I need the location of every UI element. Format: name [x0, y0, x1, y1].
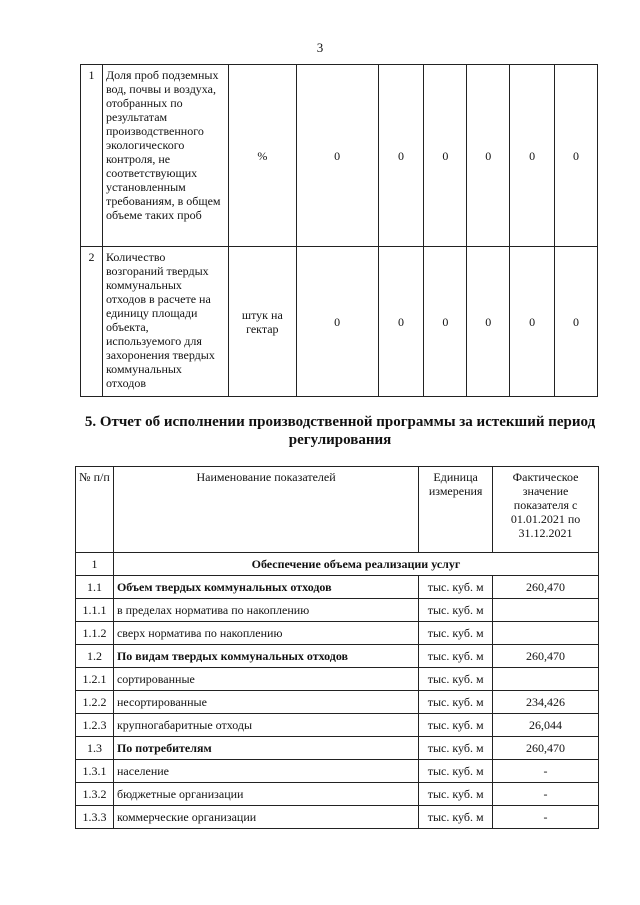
- indicator-name: сортированные: [113, 668, 418, 691]
- table-row: [76, 714, 599, 737]
- row-number: 1: [81, 65, 103, 247]
- unit-cell: тыс. куб. м: [419, 714, 493, 737]
- unit-cell: тыс. куб. м: [419, 668, 493, 691]
- value-cell: 234,426: [493, 691, 599, 714]
- table-row: [76, 806, 599, 829]
- indicators-table: [80, 64, 598, 397]
- value-cell: 0: [555, 247, 598, 397]
- page-number: 3: [316, 40, 324, 55]
- table-row: [76, 737, 599, 760]
- indicator-name: крупногабаритные отходы: [113, 714, 418, 737]
- value-cell: 0: [378, 247, 424, 397]
- unit-cell: тыс. куб. м: [419, 622, 493, 645]
- indicator-name: По потребителям: [113, 737, 418, 760]
- value-cell: 0: [378, 65, 424, 247]
- value-cell: -: [493, 806, 599, 829]
- indicator-name: население: [113, 760, 418, 783]
- row-number: 1.2.1: [76, 668, 114, 691]
- table-row: [76, 576, 599, 599]
- value-cell: 260,470: [493, 576, 599, 599]
- indicator-name: в пределах норматива по накоплению: [113, 599, 418, 622]
- indicator-name: Доля проб подземных вод, почвы и воздуха, отобранных по результатам производственного экологического контроля, не соответствующих установленным требованиям, в общем объеме таких проб: [102, 65, 228, 247]
- indicator-name: Объем твердых коммунальных отходов: [113, 576, 418, 599]
- group-title: Обеспечение объема реализации услуг: [113, 553, 598, 576]
- value-cell: 0: [555, 65, 598, 247]
- unit-cell: тыс. куб. м: [419, 806, 493, 829]
- value-cell: 260,470: [493, 645, 599, 668]
- value-cell: 0: [424, 65, 467, 247]
- value-cell: -: [493, 760, 599, 783]
- table-row: [76, 645, 599, 668]
- value-cell: 26,044: [493, 714, 599, 737]
- table-row: [76, 691, 599, 714]
- group-row: [76, 553, 599, 576]
- table-row: [76, 783, 599, 806]
- value-cell: 260,470: [493, 737, 599, 760]
- header-value: Фактическое значение показателя с 01.01.2021 по 31.12.2021: [493, 467, 599, 553]
- indicator-name: По видам твердых коммунальных отходов: [113, 645, 418, 668]
- row-number: 1.3.1: [76, 760, 114, 783]
- value-cell: 0: [510, 247, 555, 397]
- row-number: 1.1: [76, 576, 114, 599]
- row-number: 1.2.3: [76, 714, 114, 737]
- section-heading: 5. Отчет об исполнении производственной программы за истекший период регулирования: [84, 414, 596, 448]
- table-row: [76, 668, 599, 691]
- value-cell: [493, 622, 599, 645]
- value-cell: 0: [296, 65, 378, 247]
- table-row: [76, 599, 599, 622]
- unit-cell: тыс. куб. м: [419, 599, 493, 622]
- value-cell: [493, 599, 599, 622]
- unit-cell: тыс. куб. м: [419, 760, 493, 783]
- row-number: 1.3.3: [76, 806, 114, 829]
- row-number: 1: [76, 553, 114, 576]
- value-cell: 0: [510, 65, 555, 247]
- unit-cell: тыс. куб. м: [419, 691, 493, 714]
- header-name: Наименование показателей: [113, 467, 418, 553]
- unit-cell: %: [228, 65, 296, 247]
- row-number: 2: [81, 247, 103, 397]
- table-row: [76, 622, 599, 645]
- row-number: 1.1.2: [76, 622, 114, 645]
- indicator-name: несортированные: [113, 691, 418, 714]
- value-cell: 0: [467, 247, 510, 397]
- indicator-name: коммерческие организации: [113, 806, 418, 829]
- row-number: 1.3: [76, 737, 114, 760]
- value-cell: 0: [424, 247, 467, 397]
- unit-cell: тыс. куб. м: [419, 783, 493, 806]
- header-row: [76, 467, 599, 553]
- row-number: 1.3.2: [76, 783, 114, 806]
- value-cell: 0: [467, 65, 510, 247]
- header-num: № п/п: [76, 467, 114, 553]
- value-cell: [493, 668, 599, 691]
- table-row: [76, 760, 599, 783]
- row-number: 1.1.1: [76, 599, 114, 622]
- report-table: [75, 466, 599, 829]
- indicator-name: сверх норматива по накоплению: [113, 622, 418, 645]
- indicator-name: Количество возгораний твердых коммунальных отходов в расчете на единицу площади объекта, используемого для захоронения твердых коммунальных отходов: [102, 247, 228, 397]
- row-number: 1.2.2: [76, 691, 114, 714]
- indicator-name: бюджетные организации: [113, 783, 418, 806]
- table-row: [81, 247, 598, 397]
- unit-cell: тыс. куб. м: [419, 645, 493, 668]
- header-unit: Единица измерения: [419, 467, 493, 553]
- row-number: 1.2: [76, 645, 114, 668]
- value-cell: -: [493, 783, 599, 806]
- table-row: [81, 65, 598, 247]
- unit-cell: тыс. куб. м: [419, 576, 493, 599]
- unit-cell: тыс. куб. м: [419, 737, 493, 760]
- unit-cell: штук на гектар: [228, 247, 296, 397]
- value-cell: 0: [296, 247, 378, 397]
